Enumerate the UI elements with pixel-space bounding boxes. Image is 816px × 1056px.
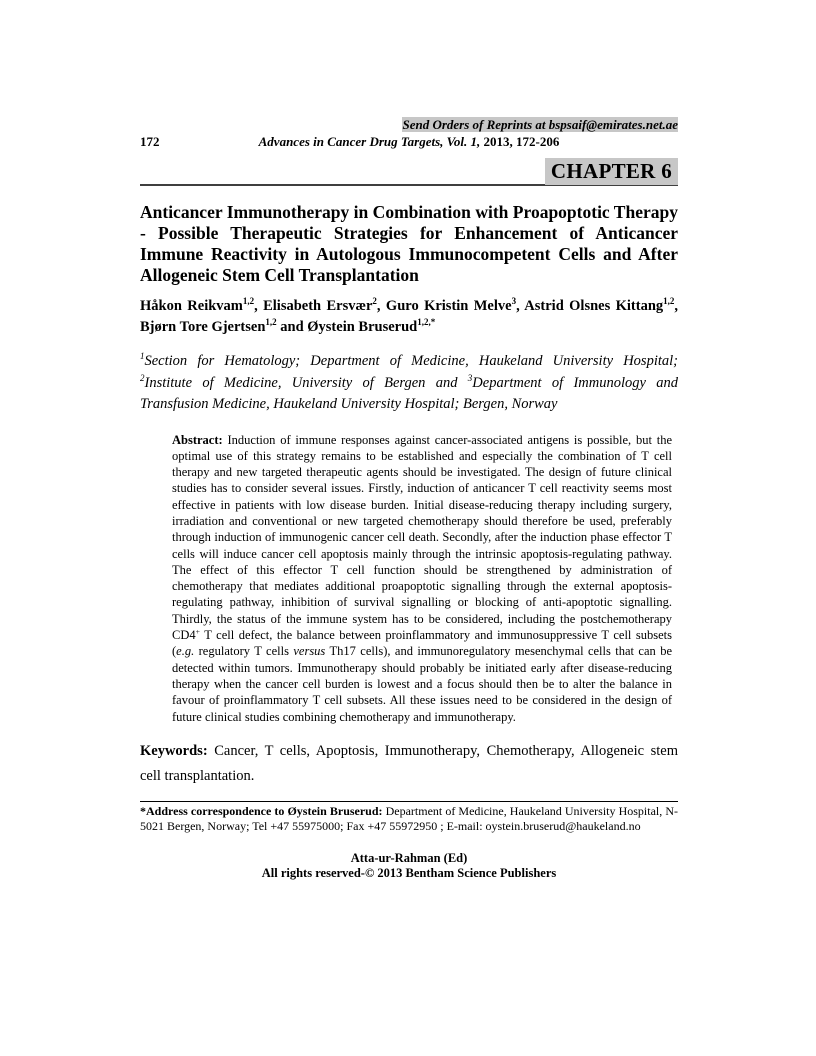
reprint-notice: Send Orders of Reprints at bspsaif@emirates.net.ae	[402, 117, 678, 132]
copyright-line: All rights reserved-© 2013 Bentham Science Publishers	[261, 865, 557, 880]
article-title: Anticancer Immunotherapy in Combination with Proapoptotic Therapy - Possible Therapeutic Strategies for Enhancement of Anticancer Immune Reactivity in Autologous Immunocompetent Cells and After Allogeneic Stem Cell Transplantation	[140, 202, 678, 285]
correspondence-note: *Address correspondence to Øystein Bruserud: Department of Medicine, Haukeland University Hospital, N-5021 Bergen, Norway; Tel +47 55975000; Fax +47 55972950 ; E-mail: oystein.bruserud@haukeland.no	[140, 803, 678, 834]
journal-citation: Advances in Cancer Drug Targets, Vol. 1, 2013, 172-206	[258, 134, 560, 149]
footnote-rule	[140, 801, 678, 802]
chapter-label: CHAPTER 6	[545, 158, 678, 185]
page-footer	[140, 851, 678, 881]
page-number: 172	[140, 134, 160, 149]
editor-line: Atta-ur-Rahman (Ed)	[350, 850, 468, 865]
page-header	[140, 117, 678, 186]
reprint-notice-line	[140, 117, 678, 133]
running-head	[140, 134, 678, 150]
abstract: Abstract: Induction of immune responses against cancer-associated antigens is possible, but the optimal use of this strategy remains to be established and especially the combination of T cell therapy and new targeted therapeutic agents should be investigated. The design of future clinical studies has to consider several issues. Firstly, induction of anticancer T cell reactivity seems most effective in patients with low disease burden. Initial disease-reducing therapy including surgery, irradiation and conventional or new targeted chemotherapy should therefore be used, preferably through induction of immunogenic cancer cell death. Secondly, after the induction phase effector T cells will induce cancer cell apoptosis mainly through the intrinsic apoptosis-regulating pathway. The effect of this effector T cell function should be strengthened by administration of chemotherapy that mediates additional proapoptotic signalling through the external apoptosis-regulating pathway, inhibition of survival signalling or blocking of anti-apoptotic signalling. Thirdly, the status of the immune system has to be considered, including the postchemotherapy CD4+ T cell defect, the balance between proinflammatory and immunosuppressive T cell subsets (e.g. regulatory T cells versus Th17 cells), and immunoregulatory mesenchymal cells that can be detected within tumors. Immunotherapy should probably be initiated early after disease-reducing therapy when the cancer cell burden is lowest and a focus should then be to alter the balance in favour of proinflammatory T cell subsets. All these issues need to be considered in the design of future clinical studies combining chemotherapy and immunotherapy.	[172, 432, 672, 724]
affiliations: $^1$Section for Hematology; Department of Medicine, Haukeland University Hospital; $^2$Institute of Medicine, University of Bergen and $^3$Department of Immunology and Transfusion Medicine, Haukeland University Hospital; Bergen, Norway	[140, 351, 678, 412]
chapter-heading-line	[140, 159, 678, 184]
author-list: Håkon Reikvam$^{1,2}$, Elisabeth Ersvær$^2$, Guro Kristin Melve$^3$, Astrid Olsnes Kittang$^{1,2}$, Bjørn Tore Gjertsen$^{1,2}$ and Øystein Bruserud$^{1,2,*}$	[140, 296, 679, 335]
keywords: Keywords: Cancer, T cells, Apoptosis, Immunotherapy, Chemotherapy, Allogeneic stem cell transplantation.	[140, 742, 678, 784]
